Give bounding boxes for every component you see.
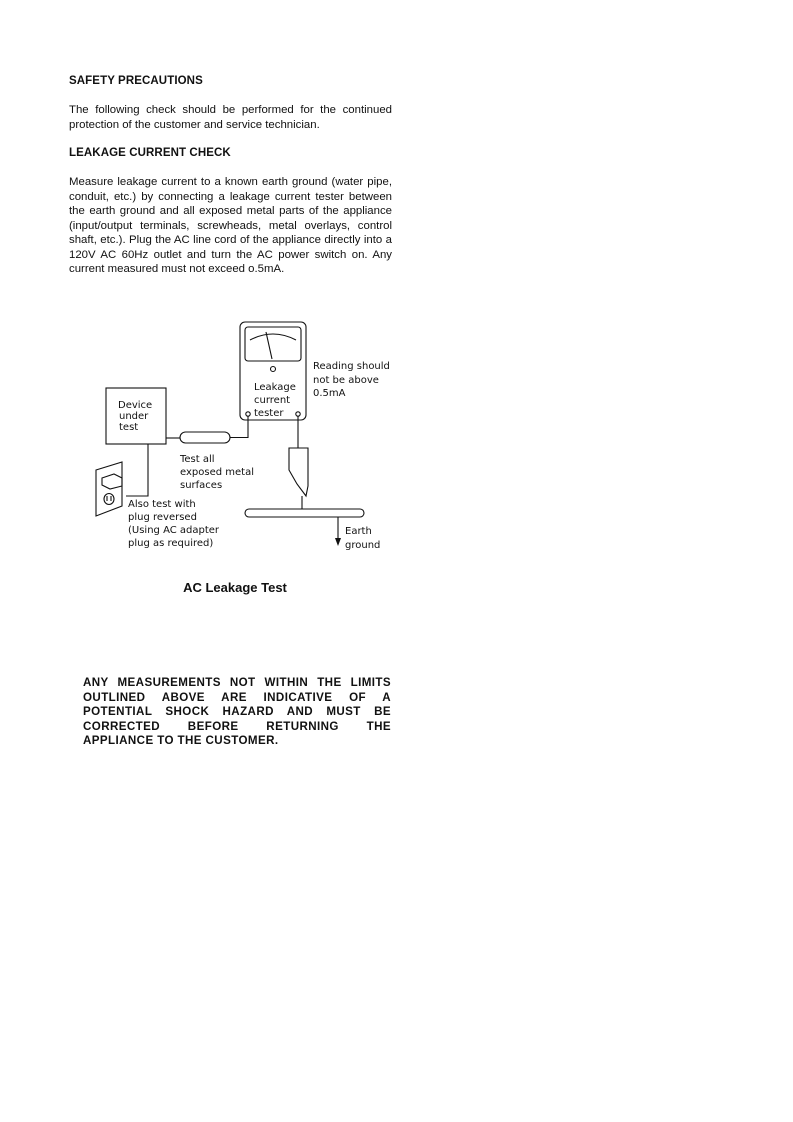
section-title-safety: SAFETY PRECAUTIONS — [69, 75, 203, 87]
safety-intro-paragraph: The following check should be performed for the continued protection of the customer and service technician. — [69, 104, 392, 131]
meter-window — [245, 327, 301, 361]
label-earth-2: ground — [345, 540, 381, 551]
label-tester-2: current — [254, 395, 291, 406]
section-title-leakage: LEAKAGE CURRENT CHECK — [69, 147, 231, 159]
label-device-3: test — [119, 422, 139, 433]
ac-plug — [102, 474, 122, 489]
label-reading-3: 0.5mA — [313, 388, 346, 399]
ground-pipe — [245, 509, 364, 517]
leakage-paragraph: Measure leakage current to a known earth ground (water pipe, conduit, etc.) by connecting a leakage current tester between the earth ground and all exposed metal parts of the appliance (input/output terminals, screwheads, metal overlays, control shaft, etc.). Plug the AC line cord of the appliance directly into a 120V AC 60Hz outlet and turn the AC power switch on. Any current measured must not exceed o.5mA. — [69, 176, 392, 275]
figure-caption: AC Leakage Test — [183, 580, 287, 595]
outlet-socket — [104, 494, 114, 505]
label-tester-3: tester — [254, 408, 284, 419]
warning-paragraph: ANY MEASUREMENTS NOT WITHIN THE LIMITS OUTLINED ABOVE ARE INDICATIVE OF A POTENTIAL SHOCK HAZARD AND MUST BE CORRECTED BEFORE RETURNING THE APPLIANCE TO THE CUSTOMER. — [83, 676, 391, 748]
ac-leakage-diagram — [80, 310, 400, 560]
tester-terminal-left — [246, 412, 250, 416]
probe-handle — [180, 432, 230, 443]
tester-terminal-right — [296, 412, 300, 416]
label-test-1: Test all — [180, 454, 215, 465]
label-reading-2: not be above — [313, 375, 379, 386]
label-test-2: exposed metal — [180, 467, 254, 478]
label-device-1: Device — [118, 400, 153, 411]
meter-needle — [266, 332, 272, 359]
label-plug-4: plug as required) — [128, 538, 214, 549]
label-plug-1: Also test with — [128, 499, 196, 510]
ground-clamp — [289, 448, 308, 496]
label-plug-3: (Using AC adapter — [128, 525, 220, 536]
label-reading-1: Reading should — [313, 361, 390, 372]
label-earth-1: Earth — [345, 526, 372, 537]
earth-ground-arrow — [335, 538, 341, 546]
label-tester-1: Leakage — [254, 382, 296, 393]
label-test-3: surfaces — [180, 480, 223, 491]
meter-scale — [250, 334, 296, 340]
meter-knob — [271, 367, 276, 372]
label-device-2: under — [119, 411, 149, 422]
label-plug-2: plug reversed — [128, 512, 197, 523]
